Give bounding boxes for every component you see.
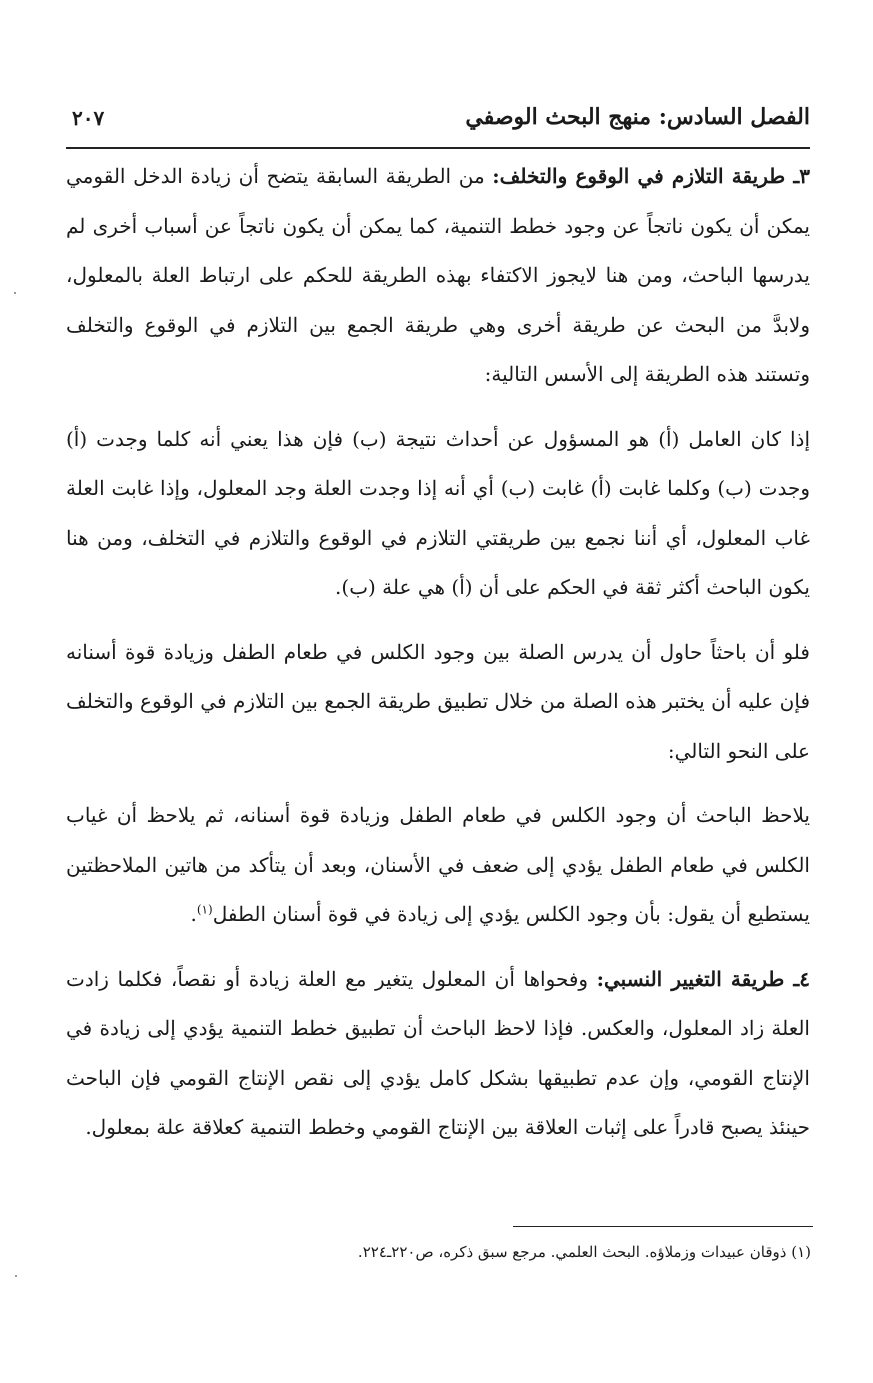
- paragraph-example-intro: [66, 628, 810, 777]
- footnote-reference: (١): [196, 902, 213, 917]
- footnote: (١) ذوقان عبيدات وزملاؤه. البحث العلمي. مرجع سبق ذكره، ص٢٢٠ـ٢٢٤.: [357, 1243, 811, 1261]
- method-4-body: وفحواها أن المعلول يتغير مع العلة زيادة أو نقصاً، فكلما زادت العلة زاد المعلول، والعكس. فإذا لاحظ الباحث أن تطبيق خطط التنمية يؤدي إلى زيادة في الإنتاج القومي، وإن عدم تطبيقها بشكل كامل يؤدي إلى نقص الإنتاج القومي فإن الباحث حينئذ يصبح قادراً على إثبات العلاقة بين الإنتاج القومي وخطط التنمية كعلاقة علة بمعلول.: [66, 966, 810, 1139]
- method-3-heading: ٣ـ طريقة التلازم في الوقوع والتخلف:: [492, 164, 810, 188]
- principles-body: إذا كان العامل (أ) هو المسؤول عن أحداث نتيجة (ب) فإن هذا يعني أنه كلما وجدت (أ) وجدت (ب) وكلما غابت (أ) غابت (ب) أي أنه إذا وجدت العلة وجد المعلول، وإذا غابت العلة غاب المعلول، أي أننا نجمع بين طريقتي التلازم في الوقوع والتلازم في التخلف، ومن هنا يكون الباحث أكثر ثقة في الحكم على أن (أ) هي علة (ب).: [66, 426, 810, 599]
- paragraph-principles: [66, 415, 810, 613]
- page-number: ٢٠٧: [72, 106, 105, 130]
- scan-speck: [15, 1275, 17, 1277]
- method-4-heading: ٤ـ طريقة التغيير النسبي:: [596, 966, 811, 991]
- running-header: [66, 100, 810, 144]
- example-tail: .: [190, 902, 197, 926]
- paragraph-example: [66, 791, 810, 940]
- paragraph-method-3: [66, 152, 810, 400]
- footnote-divider: [513, 1226, 813, 1227]
- example-body: يلاحظ الباحث أن وجود الكلس في طعام الطفل وزيادة قوة أسنانه، ثم يلاحظ أن غياب الكلس في طعام الطفل يؤدي إلى ضعف في الأسنان، وبعد أن يتأكد من هاتين الملاحظتين يستطيع أن يقول: بأن وجود الكلس يؤدي إلى زيادة في قوة أسنان الطفل: [66, 803, 810, 926]
- method-3-body: من الطريقة السابقة يتضح أن زيادة الدخل القومي يمكن أن يكون ناتجاً عن وجود خطط التنمية، كما يمكن أن يكون ناتجاً عن أسباب أخرى لم يدرسها الباحث، ومن هنا لايجوز الاكتفاء بهذه الطريقة للحكم على ارتباط العلة بالمعلول، ولابدَّ من البحث عن طريقة أخرى وهي طريقة الجمع بين التلازم في الوقوع والتخلف وتستند هذه الطريقة إلى الأسس التالية:: [66, 164, 810, 386]
- scan-speck: [14, 292, 16, 294]
- chapter-title: الفصل السادس: منهج البحث الوصفي: [465, 104, 810, 130]
- paragraph-method-4: [66, 955, 810, 1153]
- example-intro-body: فلو أن باحثاً حاول أن يدرس الصلة بين وجود الكلس في طعام الطفل وزيادة قوة أسنانه فإن عليه أن يختبر هذه الصلة من خلال تطبيق طريقة الجمع بين التلازم في الوقوع والتخلف على النحو التالي:: [66, 639, 811, 763]
- body-text: [66, 152, 810, 1168]
- header-divider: [66, 147, 810, 149]
